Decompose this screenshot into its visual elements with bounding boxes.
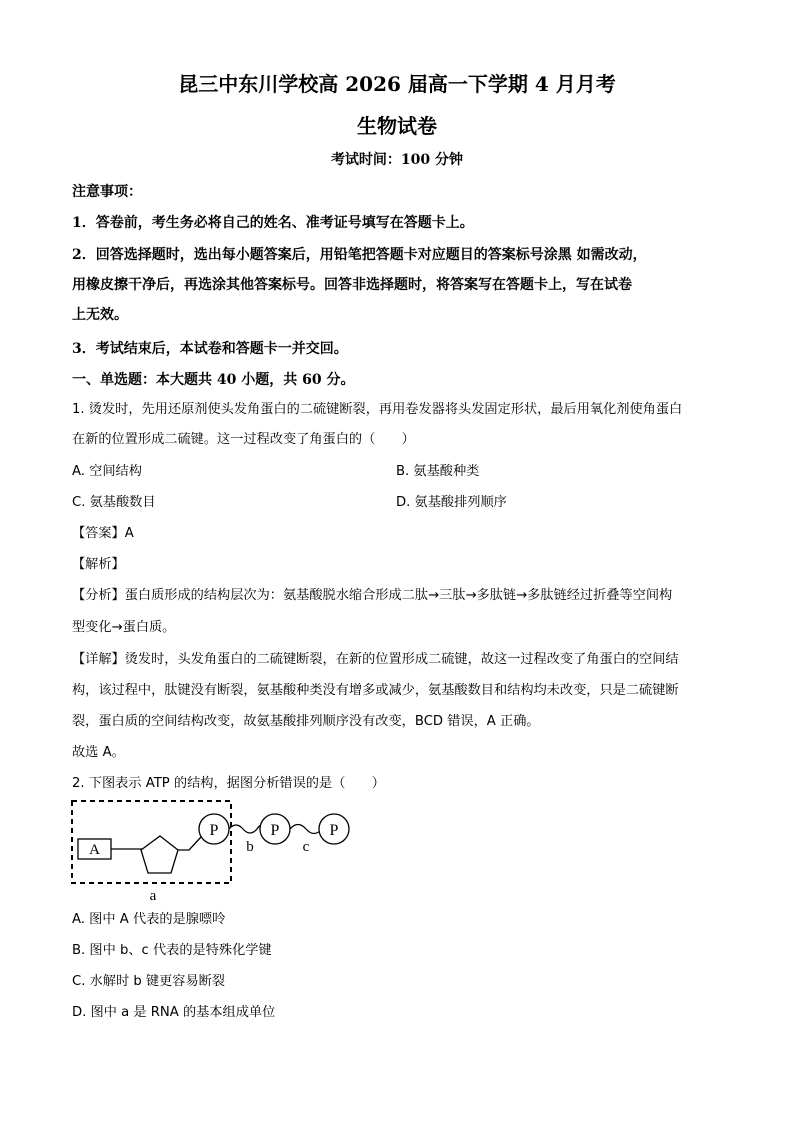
sugar-phosphate-bond (178, 837, 201, 850)
section-heading: 一、单选题：本大题共 40 小题，共 60 分。 (72, 372, 355, 388)
q1-xiangjie-line-3: 裂，蛋白质的空间结构改变，故氨基酸排列顺序没有改变，BCD 错误，A 正确。 (72, 714, 540, 729)
q1-stem-line-1: 1. 烫发时，先用还原剂使头发角蛋白的二硫键断裂，再用卷发器将头发固定形状，最后用氧化剂使角蛋白 (72, 402, 683, 417)
note-item-3: 3．考试结束后，本试卷和答题卡一并交回。 (72, 341, 348, 357)
exam-subject: 生物试卷 (357, 114, 437, 138)
note-item-1: 1．答卷前，考生务必将自己的姓名、准考证号填写在答题卡上。 (72, 215, 474, 231)
phosphate-3-label: P (329, 822, 339, 839)
region-a-label: a (149, 888, 157, 904)
adenine-label: A (89, 842, 100, 858)
phosphate-1-label: P (209, 822, 219, 839)
q1-analysis-label: 【解析】 (72, 557, 125, 572)
note-item-2-line-3: 上无效。 (72, 307, 128, 323)
q2-option-c: C. 水解时 b 键更容易断裂 (72, 974, 226, 989)
q1-fenxi-line-2: 型变化→蛋白质。 (72, 620, 176, 635)
note-item-2-line-1: 2．回答选择题时，选出每小题答案后，用铅笔把答题卡对应题目的答案标号涂黑 如需改动， (72, 247, 647, 263)
ribose-pentagon (141, 836, 178, 873)
q1-conclusion: 故选 A。 (72, 745, 125, 760)
q2-option-d: D. 图中 a 是 RNA 的基本组成单位 (72, 1005, 276, 1020)
exam-time: 考试时间：100 分钟 (330, 152, 464, 168)
atp-structure-diagram (68, 798, 368, 908)
q1-xiangjie-line-1: 【详解】烫发时，头发角蛋白的二硫键断裂，在新的位置形成二硫键，故这一过程改变了角蛋白的空间结 (72, 652, 679, 667)
notes-heading: 注意事项： (72, 184, 142, 200)
q1-option-b: B. 氨基酸种类 (396, 464, 480, 479)
q1-option-a: A. 空间结构 (72, 464, 142, 479)
q1-option-d: D. 氨基酸排列顺序 (396, 495, 507, 510)
q2-option-b: B. 图中 b、c 代表的是特殊化学键 (72, 943, 272, 958)
q1-fenxi-line-1: 【分析】蛋白质形成的结构层次为：氨基酸脱水缩合形成二肽→三肽→多肽链→多肽链经过折叠等空间构 (72, 588, 673, 603)
q1-xiangjie-line-2: 构，该过程中，肽键没有断裂，氨基酸种类没有增多或减少，氨基酸数目和结构均未改变，只是二硫键断 (72, 683, 679, 698)
q2-stem: 2. 下图表示 ATP 的结构，据图分析错误的是（ ） (72, 776, 385, 791)
q2-option-a: A. 图中 A 代表的是腺嘌呤 (72, 912, 226, 927)
note-item-2-line-2: 用橡皮擦干净后，再选涂其他答案标号。回答非选择题时，将答案写在答题卡上，写在试卷 (72, 277, 632, 293)
phosphate-2-label: P (270, 822, 280, 839)
q1-option-c: C. 氨基酸数目 (72, 495, 156, 510)
exam-title: 昆三中东川学校高 2026 届高一下学期 4 月月考 (178, 72, 616, 96)
q1-stem-line-2: 在新的位置形成二硫键。这一过程改变了角蛋白的（ ） (72, 432, 415, 447)
q1-answer: 【答案】A (72, 526, 134, 541)
bond-b-wave (229, 825, 262, 833)
bond-c-label: c (302, 839, 310, 855)
bond-b-label: b (246, 839, 254, 855)
